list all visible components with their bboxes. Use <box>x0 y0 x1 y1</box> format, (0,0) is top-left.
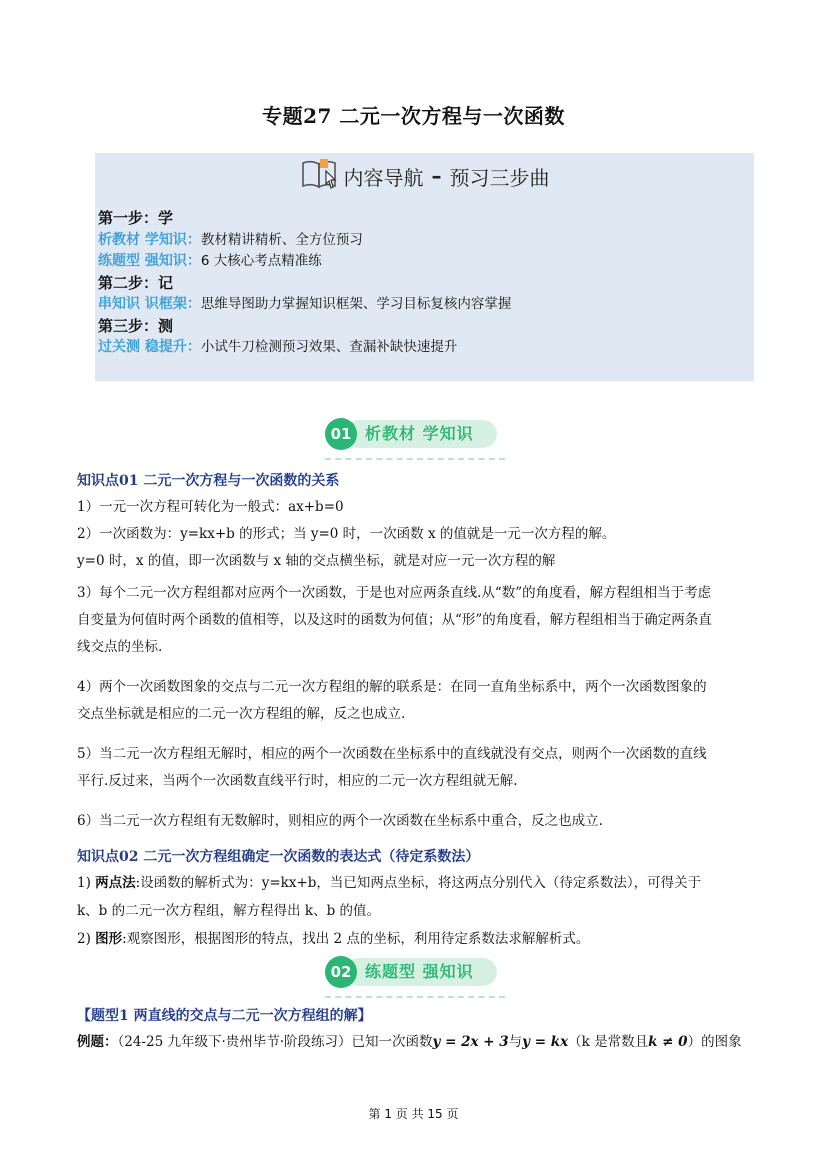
kp1-line: 自变量为何值时两个函数的值相等，以及这时的函数为何值；从“形”的角度看，解方程组相当于确定两条直 <box>77 612 712 628</box>
book-pointer-icon <box>300 157 340 196</box>
step1-item-b: 练题型 强知识：6 大核心考点精准练 <box>98 253 322 269</box>
kp2-line: k、b 的二元一次方程组，解方程得出 k、b 的值。 <box>77 903 381 919</box>
step2-item-a: 串知识 识框架：思维导图助力掌握知识框架、学习目标复核内容掌握 <box>98 296 512 312</box>
step2-label: 第二步：记 <box>98 273 174 292</box>
section-label: 练题型 强知识 <box>365 962 474 981</box>
kp1-line: 平行.反过来，当两个一次函数直线平行时，相应的二元一次方程组就无解. <box>77 773 518 789</box>
content-navigation-box <box>95 153 754 381</box>
step3-label: 第三步：测 <box>98 316 174 335</box>
kp1-line: 1）一元一次方程可转化为一般式：ax+b=0 <box>77 499 344 515</box>
nav-heading-right: 预习三步曲 <box>449 165 550 190</box>
section-number-badge: 02 <box>325 956 357 988</box>
kp1-line: 交点坐标就是相应的二元一次方程组的解，反之也成立. <box>77 706 406 722</box>
kp2-line: 2) 图形:观察图形，根据图形的特点，找出 2 点的坐标，利用待定系数法求解解析式。 <box>77 931 590 947</box>
step3-item-a: 过关测 稳提升：小试牛刀检测预习效果、查漏补缺快速提升 <box>98 339 458 355</box>
example-line: 例题：（24-25 九年级下·贵州毕节·阶段练习）已知一次函数y = 2x + 3与y = kx（k 是常数且k ≠ 0）的图象 <box>77 1034 742 1050</box>
kp1-line: 3）每个二元一次方程组都对应两个一次函数，于是也对应两条直线.从“数”的角度看，解方程组相当于考虑 <box>77 585 712 601</box>
kp1-line: 5）当二元一次方程组无解时，相应的两个一次函数在坐标系中的直线就没有交点，则两个一次函数的直线 <box>77 746 707 762</box>
kp1-line: 2）一次函数为：y=kx+b 的形式；当 y=0 时，一次函数 x 的值就是一元一次方程的解。 <box>77 526 616 542</box>
page-title: 专题27 二元一次方程与一次函数 <box>262 104 565 128</box>
knowledge-point-01-title: 知识点01 二元一次方程与一次函数的关系 <box>77 473 340 489</box>
question-type-title: 【题型1 两直线的交点与二元一次方程组的解】 <box>77 1008 372 1024</box>
nav-heading-left: 内容导航 <box>343 165 424 190</box>
nav-heading <box>95 159 754 193</box>
section-banner-01 <box>0 412 827 462</box>
knowledge-point-02-title: 知识点02 二元一次方程组确定一次函数的表达式（待定系数法） <box>77 849 480 865</box>
step1-label: 第一步：学 <box>98 209 174 227</box>
section-banner-02 <box>0 950 827 1000</box>
kp1-line: 4）两个一次函数图象的交点与二元一次方程组的解的联系是：在同一直角坐标系中，两个一次函数图象的 <box>77 679 707 695</box>
step1-item-a: 析教材 学知识：教材精讲精析、全方位预习 <box>98 231 363 248</box>
kp1-line: y=0 时，x 的值，即一次函数与 x 轴的交点横坐标，就是对应一元一次方程的解 <box>77 553 556 569</box>
kp2-line: 1) 两点法:设函数的解析式为：y=kx+b，当已知两点坐标，将这两点分别代入（待定系数法），可得关于 <box>77 875 702 891</box>
page-footer: 第 1 页 共 15 页 <box>368 1107 459 1121</box>
kp1-line: 线交点的坐标. <box>77 639 163 655</box>
nav-steps <box>98 208 511 359</box>
section-number-badge: 01 <box>325 418 357 450</box>
section-label: 析教材 学知识 <box>365 424 474 443</box>
kp1-line: 6）当二元一次方程组有无数解时，则相应的两个一次函数在坐标系中重合，反之也成立. <box>77 813 603 829</box>
nav-heading-sep: – <box>431 164 442 188</box>
